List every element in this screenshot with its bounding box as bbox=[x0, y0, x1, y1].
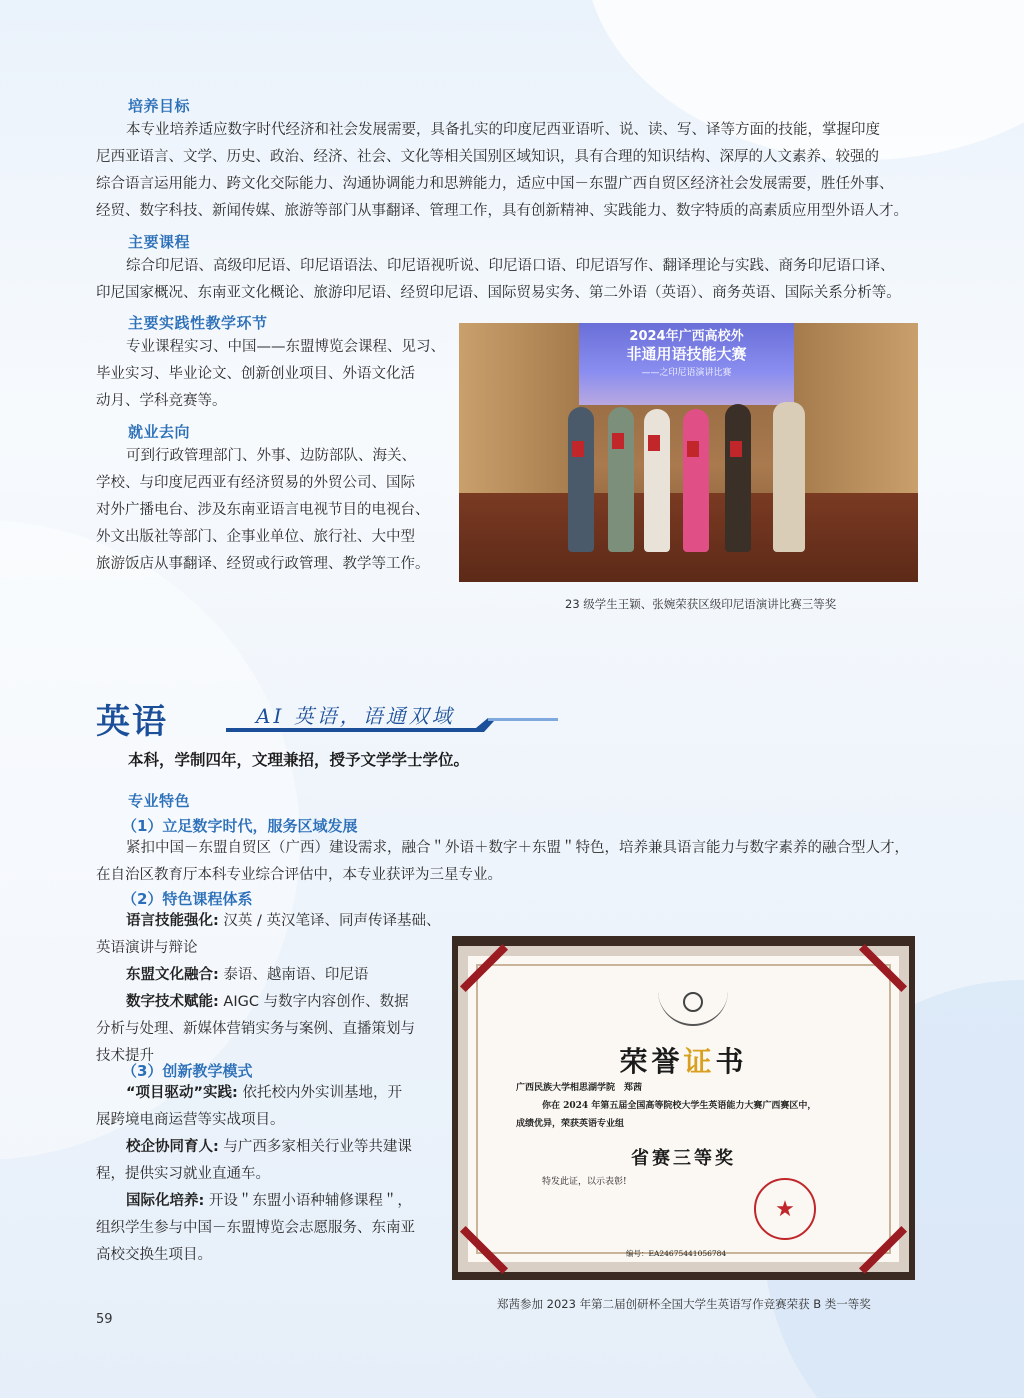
person bbox=[773, 402, 805, 552]
section-title: 英语 bbox=[96, 702, 168, 742]
person bbox=[608, 407, 634, 552]
certificate-icon bbox=[687, 441, 699, 457]
certificate-recipient: 广西民族大学相思湖学院 郑茜 bbox=[516, 1083, 643, 1093]
certificate-icon bbox=[572, 441, 584, 457]
photo-wall bbox=[459, 323, 579, 498]
paragraph-line: 高校交换生项目。 bbox=[96, 1247, 212, 1263]
paragraph-line: 旅游饭店从事翻译、经贸或行政管理、教学等工作。 bbox=[96, 556, 430, 572]
paragraph-line: 经贸、数字科技、新闻传媒、旅游等部门从事翻译、管理工作，具有创新精神、实践能力、数字特质的高素质应用型外语人才。 bbox=[96, 203, 908, 219]
goal-heading: 培养目标 bbox=[128, 97, 191, 115]
career-paragraph bbox=[96, 443, 452, 578]
paragraph-line: 紧扣中国－东盟自贸区（广西）建设需求，融合＂外语＋数字＋东盟＂特色，培养兼具语言能力与数字素养的融合型人才， bbox=[126, 840, 909, 856]
item-text: 泰语、越南语、印尼语 bbox=[218, 967, 369, 983]
list-item-continued bbox=[96, 1215, 444, 1269]
paragraph-line: 综合语言运用能力、跨文化交际能力、沟通协调能力和思辨能力，适应中国－东盟广西自贸区经济社会发展需要，胜任外事、 bbox=[96, 176, 894, 192]
list-item-continued: 程，提供实习就业直通车。 bbox=[96, 1166, 270, 1182]
list-item bbox=[96, 1188, 444, 1215]
paragraph-line: 在自治区教育厅本科专业综合评估中，本专业获评为三星专业。 bbox=[96, 867, 502, 883]
screen-text: ——之印尼语演讲比赛 bbox=[641, 368, 732, 378]
paragraph-line: 技术提升 bbox=[96, 1048, 154, 1064]
paragraph-line: 专业课程实习、中国——东盟博览会课程、见习、 bbox=[126, 339, 445, 355]
page-number: 59 bbox=[96, 1312, 113, 1327]
certificate-text: 成绩优异，荣获英语专业组 bbox=[516, 1119, 625, 1129]
feature-heading: 专业特色 bbox=[128, 792, 191, 810]
list-item bbox=[96, 962, 444, 989]
section-slogan: AI 英语，语通双域 bbox=[256, 704, 455, 728]
paragraph-line: 尼西亚语言、文学、历史、政治、经济、社会、文化等相关国别区域知识，具有合理的知识结构、深厚的人文素养、较强的 bbox=[96, 149, 879, 165]
career-heading: 就业去向 bbox=[128, 423, 191, 441]
item-label: 语言技能强化: bbox=[126, 913, 219, 929]
courses-paragraph bbox=[96, 253, 930, 307]
degree-info: 本科，学制四年，文理兼招，授予文学学士学位。 bbox=[128, 751, 470, 769]
person bbox=[568, 407, 594, 552]
item-label: 校企协同育人: bbox=[126, 1139, 219, 1155]
photo-caption: 23 级学生王颖、张婉荣获区级印尼语演讲比赛三等奖 bbox=[565, 597, 837, 611]
item-text: 汉英 / 英汉笔译、同声传译基础、 bbox=[218, 913, 441, 929]
goal-paragraph bbox=[96, 117, 930, 225]
certificate-title: 荣誉证书 bbox=[619, 1045, 748, 1078]
list-item-continued: 展跨境电商运营等实战项目。 bbox=[96, 1112, 285, 1128]
item-text: 与广西多家相关行业等共建课 bbox=[218, 1139, 412, 1155]
certificate-paper bbox=[458, 946, 909, 1272]
photo-wall bbox=[794, 323, 918, 498]
certificate-icon bbox=[730, 441, 742, 457]
paragraph-line: 毕业实习、毕业论文、创新创业项目、外语文化活 bbox=[96, 366, 415, 382]
item-label: 东盟文化融合: bbox=[126, 967, 219, 983]
teaching-list bbox=[96, 1080, 444, 1269]
certificate-number: 编号：EA24675441056784 bbox=[626, 1249, 727, 1258]
certificate-text: 你在 2024 年第五届全国高等院校大学生英语能力大赛广西赛区中， bbox=[542, 1101, 817, 1111]
feature-subheading: （1）立足数字时代，服务区域发展 bbox=[122, 817, 358, 835]
projection-screen bbox=[579, 323, 794, 405]
certificate-icon bbox=[648, 435, 660, 451]
item-label: 国际化培养: bbox=[126, 1193, 205, 1209]
paragraph-line: 分析与处理、新媒体营销实务与案例、直播策划与 bbox=[96, 1021, 415, 1037]
practice-paragraph bbox=[96, 334, 452, 415]
list-item bbox=[96, 908, 444, 935]
seal-stamp-icon: ★ bbox=[754, 1178, 816, 1240]
paragraph-line: 对外广播电台、涉及东南亚语言电视节目的电视台、 bbox=[96, 502, 430, 518]
list-item bbox=[96, 989, 444, 1016]
paragraph-line: 外文出版社等部门、企事业单位、旅行社、大中型 bbox=[96, 529, 415, 545]
courses-list bbox=[96, 908, 444, 1070]
paragraph-line: 学校、与印度尼西亚有经济贸易的外贸公司、国际 bbox=[96, 475, 415, 491]
photo-caption: 郑茜参加 2023 年第二届创研杯全国大学生英语写作竞赛荣获 B 类一等奖 bbox=[497, 1297, 871, 1311]
paragraph-line: 可到行政管理部门、外事、边防部队、海关、 bbox=[126, 448, 416, 464]
certificate-icon bbox=[612, 433, 624, 449]
certificate-photo bbox=[452, 936, 915, 1280]
feature-subheading: （2）特色课程体系 bbox=[122, 890, 253, 908]
list-item bbox=[96, 1134, 444, 1161]
item-text: 依托校内外实训基地，开 bbox=[237, 1085, 402, 1101]
item-label: 数字技术赋能: bbox=[126, 994, 219, 1010]
person bbox=[644, 409, 670, 552]
feature-subheading: （3）创新教学模式 bbox=[122, 1062, 253, 1080]
certificate-text: 特发此证，以示表彰! bbox=[542, 1177, 627, 1187]
item-text: AIGC 与数字内容创作、数据 bbox=[218, 994, 409, 1010]
screen-text: 非通用语技能大赛 bbox=[626, 345, 747, 363]
screen-text: 2024年广西高校外 bbox=[629, 329, 744, 344]
person bbox=[725, 404, 751, 552]
person bbox=[683, 409, 709, 552]
courses-heading: 主要课程 bbox=[128, 233, 191, 251]
feature-paragraph bbox=[96, 835, 930, 889]
list-item-continued: 英语演讲与辩论 bbox=[96, 940, 198, 956]
paragraph-line: 组织学生参与中国－东盟博览会志愿服务、东南亚 bbox=[96, 1220, 415, 1236]
paragraph-line: 本专业培养适应数字时代经济和社会发展需要，具备扎实的印度尼西亚语听、说、读、写、译等方面的技能，掌握印度 bbox=[126, 122, 880, 138]
emblem-icon bbox=[683, 992, 703, 1012]
list-item bbox=[96, 1080, 444, 1107]
paragraph-line: 动月、学科竞赛等。 bbox=[96, 393, 227, 409]
practice-heading: 主要实践性教学环节 bbox=[128, 314, 268, 332]
competition-photo bbox=[459, 323, 918, 582]
paragraph-line: 印尼国家概况、东南亚文化概论、旅游印尼语、经贸印尼语、国际贸易实务、第二外语（英语）、商务英语、国际关系分析等。 bbox=[96, 285, 901, 301]
item-text: 开设＂东盟小语种辅修课程＂， bbox=[204, 1193, 412, 1209]
certificate-prize: 省赛三等奖 bbox=[631, 1148, 736, 1169]
paragraph-line: 综合印尼语、高级印尼语、印尼语语法、印尼语视听说、印尼语口语、印尼语写作、翻译理论与实践、商务印尼语口译、 bbox=[126, 258, 895, 274]
item-label: “项目驱动”实践: bbox=[126, 1085, 238, 1101]
